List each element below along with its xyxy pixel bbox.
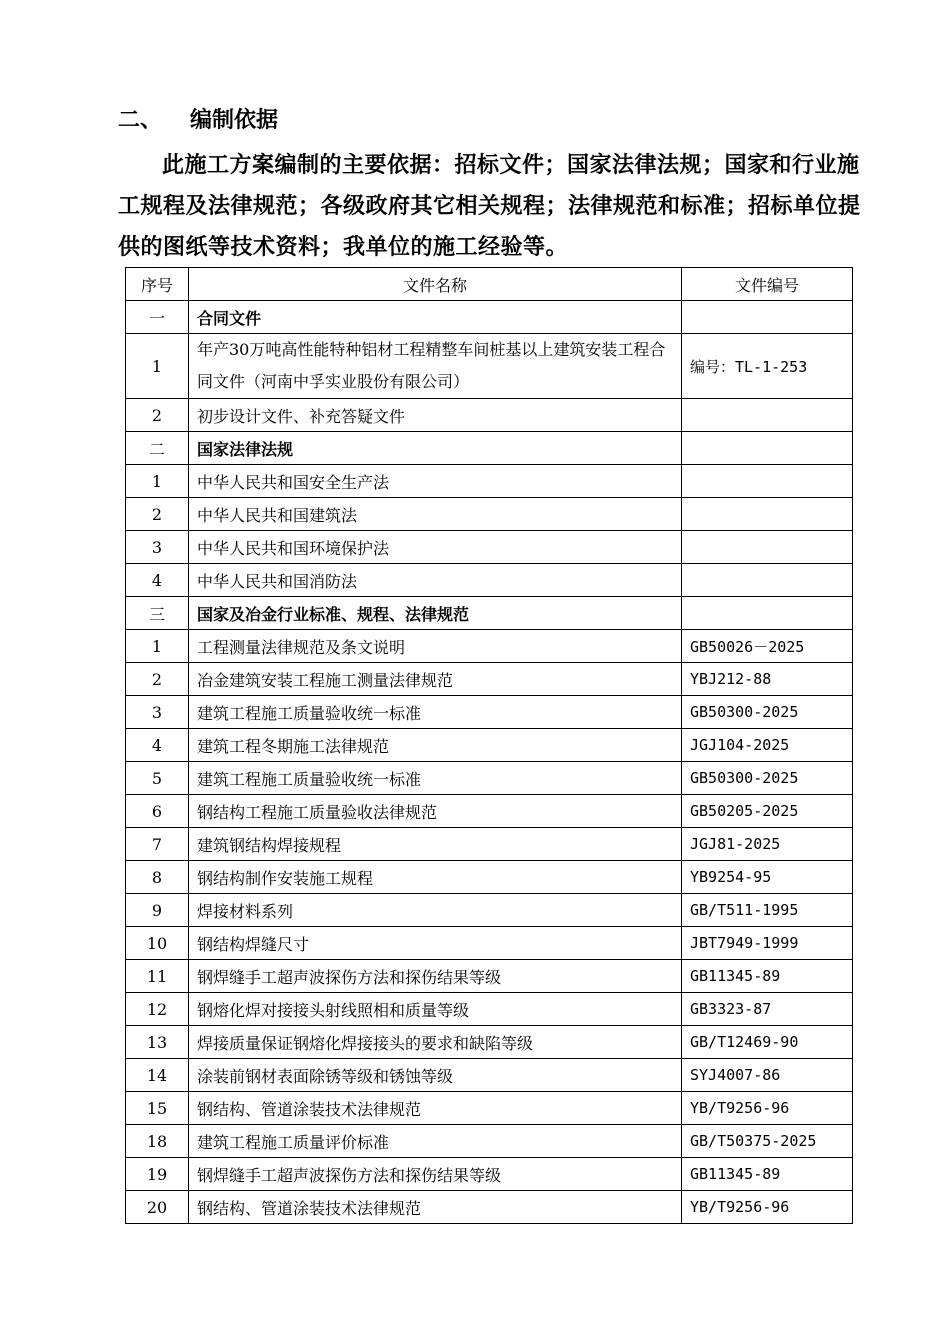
row-document-name: 年产30万吨高性能特种铝材工程精整车间桩基以上建筑安装工程合同文件（河南中孚实业股份有限公司） [189, 334, 682, 399]
row-document-name: 钢结构、管道涂装技术法律规范 [189, 1092, 682, 1125]
table-row [126, 465, 853, 498]
section-number: 二、 [118, 108, 163, 133]
row-document-code [682, 564, 853, 597]
row-document-code: GB11345-89 [682, 960, 853, 993]
table-row [126, 1191, 853, 1224]
row-document-name: 建筑工程施工质量评价标准 [189, 1125, 682, 1158]
table-row [126, 1092, 853, 1125]
table-row [126, 762, 853, 795]
row-document-name: 钢焊缝手工超声波探伤方法和探伤结果等级 [189, 1158, 682, 1191]
row-index: 一 [126, 301, 189, 334]
row-document-code: GB/T50375-2025 [682, 1125, 853, 1158]
table-row [126, 795, 853, 828]
table-row [126, 960, 853, 993]
table-row [126, 894, 853, 927]
table-row [126, 498, 853, 531]
row-index: 1 [126, 630, 189, 663]
table-section-row [126, 432, 853, 465]
row-document-code: GB50300-2025 [682, 696, 853, 729]
row-document-name: 钢熔化焊对接接头射线照相和质量等级 [189, 993, 682, 1026]
row-document-code [682, 432, 853, 465]
row-document-code: YB/T9256-96 [682, 1191, 853, 1224]
row-document-code: YBJ212-88 [682, 663, 853, 696]
row-document-code: GB11345-89 [682, 1158, 853, 1191]
row-document-name: 中华人民共和国建筑法 [189, 498, 682, 531]
row-document-code: GB50300-2025 [682, 762, 853, 795]
table-row [126, 564, 853, 597]
row-document-name: 中华人民共和国环境保护法 [189, 531, 682, 564]
table-row [126, 663, 853, 696]
row-document-name: 钢结构制作安装施工规程 [189, 861, 682, 894]
table-row [126, 1125, 853, 1158]
row-document-code [682, 399, 853, 432]
table-row [126, 993, 853, 1026]
row-document-code: GB3323-87 [682, 993, 853, 1026]
row-document-code [682, 531, 853, 564]
table-section-row [126, 597, 853, 630]
row-document-name: 中华人民共和国安全生产法 [189, 465, 682, 498]
row-document-name: 钢结构焊缝尺寸 [189, 927, 682, 960]
row-index: 12 [126, 993, 189, 1026]
row-document-name: 工程测量法律规范及条文说明 [189, 630, 682, 663]
row-index: 9 [126, 894, 189, 927]
row-document-name: 中华人民共和国消防法 [189, 564, 682, 597]
header-document-name: 文件名称 [189, 268, 682, 301]
row-document-name: 合同文件 [189, 301, 682, 334]
row-document-name: 焊接材料系列 [189, 894, 682, 927]
row-index: 19 [126, 1158, 189, 1191]
row-index: 3 [126, 696, 189, 729]
row-document-name: 国家法律法规 [189, 432, 682, 465]
row-index: 20 [126, 1191, 189, 1224]
row-index: 15 [126, 1092, 189, 1125]
table-row [126, 1059, 853, 1092]
row-document-name: 初步设计文件、补充答疑文件 [189, 399, 682, 432]
table-row [126, 927, 853, 960]
row-index: 5 [126, 762, 189, 795]
row-document-name: 国家及冶金行业标准、规程、法律规范 [189, 597, 682, 630]
row-index: 10 [126, 927, 189, 960]
table-row [126, 531, 853, 564]
row-document-code: GB/T12469-90 [682, 1026, 853, 1059]
table-section-row [126, 301, 853, 334]
row-document-name: 钢结构、管道涂装技术法律规范 [189, 1191, 682, 1224]
table-row [126, 828, 853, 861]
table-row [126, 334, 853, 399]
row-document-code: 编号：TL-1-253 [682, 334, 853, 399]
row-document-code [682, 597, 853, 630]
table-row [126, 1026, 853, 1059]
table-header-row [126, 268, 853, 301]
row-document-name: 涂装前钢材表面除锈等级和锈蚀等级 [189, 1059, 682, 1092]
row-document-code: JGJ81-2025 [682, 828, 853, 861]
table-row [126, 630, 853, 663]
row-document-code: YB9254-95 [682, 861, 853, 894]
row-index: 三 [126, 597, 189, 630]
row-document-name: 建筑工程施工质量验收统一标准 [189, 696, 682, 729]
header-index: 序号 [126, 268, 189, 301]
row-document-name: 钢焊缝手工超声波探伤方法和探伤结果等级 [189, 960, 682, 993]
section-title: 编制依据 [190, 108, 279, 133]
row-index: 18 [126, 1125, 189, 1158]
row-document-name: 建筑工程施工质量验收统一标准 [189, 762, 682, 795]
row-index: 2 [126, 399, 189, 432]
table-row [126, 399, 853, 432]
row-document-name: 冶金建筑安装工程施工测量法律规范 [189, 663, 682, 696]
row-document-code: GB50205-2025 [682, 795, 853, 828]
row-index: 4 [126, 564, 189, 597]
row-index: 6 [126, 795, 189, 828]
table-row [126, 729, 853, 762]
table-row [126, 696, 853, 729]
row-index: 11 [126, 960, 189, 993]
row-index: 7 [126, 828, 189, 861]
table-row [126, 1158, 853, 1191]
row-index: 4 [126, 729, 189, 762]
row-document-code [682, 465, 853, 498]
row-document-code [682, 498, 853, 531]
row-index: 2 [126, 498, 189, 531]
row-document-name: 建筑工程冬期施工法律规范 [189, 729, 682, 762]
section-heading [118, 103, 278, 134]
row-document-name: 建筑钢结构焊接规程 [189, 828, 682, 861]
row-document-name: 焊接质量保证钢熔化焊接接头的要求和缺陷等级 [189, 1026, 682, 1059]
row-index: 13 [126, 1026, 189, 1059]
row-index: 14 [126, 1059, 189, 1092]
row-document-code [682, 301, 853, 334]
row-index: 1 [126, 465, 189, 498]
table-row [126, 861, 853, 894]
row-document-name: 钢结构工程施工质量验收法律规范 [189, 795, 682, 828]
row-document-code: YB/T9256-96 [682, 1092, 853, 1125]
row-document-code: GB50026－2025 [682, 630, 853, 663]
row-document-code: SYJ4007-86 [682, 1059, 853, 1092]
reference-documents-table [125, 267, 853, 1224]
row-index: 8 [126, 861, 189, 894]
row-document-code: GB/T511-1995 [682, 894, 853, 927]
row-document-code: JGJ104-2025 [682, 729, 853, 762]
row-index: 1 [126, 334, 189, 399]
row-index: 2 [126, 663, 189, 696]
row-index: 3 [126, 531, 189, 564]
intro-paragraph: 此施工方案编制的主要依据：招标文件；国家法律法规；国家和行业施工规程及法律规范；各级政府其它相关规程；法律规范和标准；招标单位提供的图纸等技术资料；我单位的施工经验等。 [118, 153, 861, 260]
header-document-code: 文件编号 [682, 268, 853, 301]
row-document-code: JBT7949-1999 [682, 927, 853, 960]
row-index: 二 [126, 432, 189, 465]
